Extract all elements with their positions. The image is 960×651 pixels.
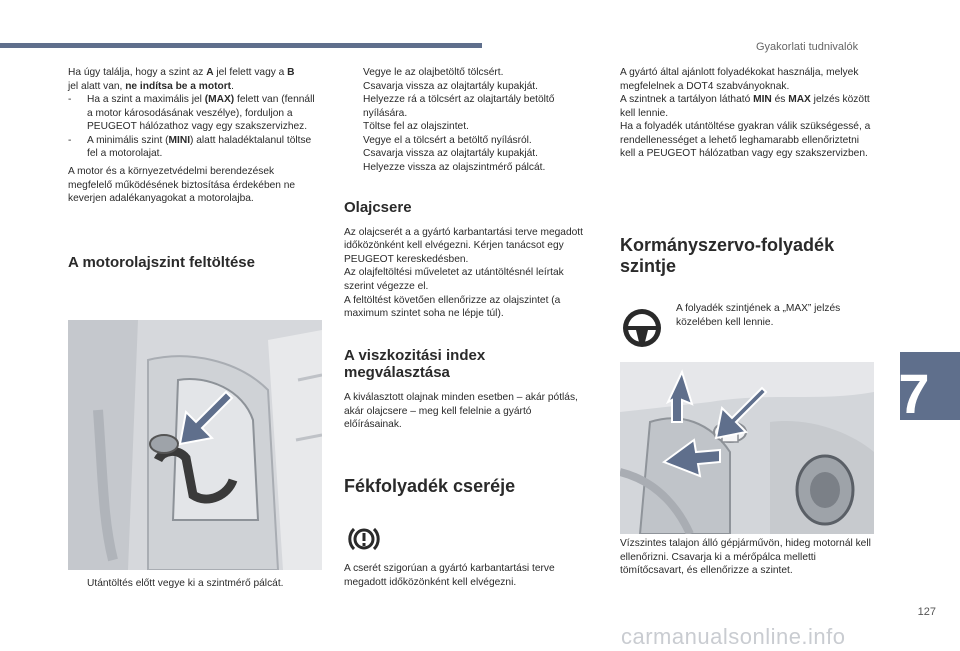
info-text: és bbox=[771, 94, 789, 106]
list-item bbox=[344, 134, 588, 148]
list-item bbox=[344, 161, 588, 175]
warning-text: ne indítsa be a motort bbox=[125, 80, 232, 92]
list-item bbox=[68, 93, 320, 134]
item-text: ) alatt haladéktalanul töltse fel a motorolajat. bbox=[87, 134, 312, 160]
info-text: Ha a folyadék utántöltése gyakran válik szükségessé, a rendellenességet a lehető leghamarabb ellenőriztetni kell a PEUGEOT hálózatban vagy egy szakszervizben. bbox=[620, 121, 871, 160]
steering-fluid-heading: Kormányszervo-folyadék szintje bbox=[620, 234, 835, 276]
dash-marker: - bbox=[68, 94, 72, 106]
section-title: Gyakorlati tudnivalók bbox=[756, 41, 859, 53]
oil-level-intro bbox=[68, 66, 320, 93]
additive-note: A motor és a környezetvédelmi berendezések megfelelő működésének biztosítása érdekében ne keverjen adalékanyagokat a motorolajba. bbox=[68, 165, 296, 205]
watermark: carmanualsonline.info bbox=[621, 624, 846, 649]
brake-warning-icon bbox=[346, 521, 382, 557]
item-text: Csavarja vissza az olajtartály kupakját. bbox=[363, 80, 538, 92]
item-text: Töltse fel az olajszintet. bbox=[363, 121, 469, 133]
item-bold: (MAX) bbox=[204, 94, 235, 106]
refill-heading: A motorolajszint feltöltése bbox=[68, 253, 255, 271]
item-text: Vegye le az olajbetöltő tölcsért. bbox=[363, 67, 504, 78]
item-bold: MINI bbox=[168, 134, 191, 146]
engine-oil-photo bbox=[68, 320, 322, 570]
intro-text: Ha úgy találja, hogy a szint az bbox=[68, 67, 207, 78]
min-mark: MIN bbox=[753, 94, 772, 106]
item-text: Helyezze rá a tölcsért az olajtartály betöltő nyílására. bbox=[363, 94, 555, 119]
dash-marker: - bbox=[68, 134, 72, 146]
info-text: A gyártó által ajánlott folyadékokat használja, melyek megfelelnek a DOT4 szabványoknak. bbox=[620, 67, 859, 92]
viscosity-heading: A viszkozitási index megválasztása bbox=[344, 346, 486, 381]
photo-caption-list bbox=[68, 577, 320, 591]
item-text: Helyezze vissza az olajszintmérő pálcát. bbox=[363, 161, 546, 173]
oil-change-body: Az olajcserét a a gyártó karbantartási terve megadott időközönként kell elvégezni. Kérjen tanácsot egy PEUGEOT kereskedésben. Az olajfeltöltési műveletet az utántöltésnél leírtak szerint végezze el. A feltöltést követően ellenőrizze az olajszintet (a maximum szintet soha ne lépje túl). bbox=[344, 226, 583, 320]
oil-change-heading: Olajcsere bbox=[344, 198, 412, 216]
column-2 bbox=[344, 66, 588, 497]
steering-icon-text: A folyadék szintjének a „MAX” jelzés közelében kell lennie. bbox=[676, 303, 841, 328]
brake-fluid-body: A cserét szigorúan a gyártó karbantartási terve megadott időközönként kell elvégezni. bbox=[344, 563, 555, 588]
intro-text: . bbox=[231, 80, 234, 92]
item-text: Csavarja vissza az olajtartály kupakját. bbox=[363, 148, 538, 160]
steering-fluid-caption: Vízszintes talajon álló gépjárművön, hideg motornál kell ellenőrizni. Csavarja ki a mérőpálca melletti tömítőcsavart, és ellenőrizze a szintet. bbox=[620, 538, 871, 577]
steering-wheel-icon bbox=[620, 306, 664, 350]
list-item bbox=[68, 134, 320, 161]
brake-fluid-info bbox=[620, 66, 875, 161]
intro-text: jel alatt van, bbox=[68, 80, 126, 92]
mark-a: A bbox=[206, 67, 214, 78]
item-text: felett van (fennáll a motor károsodásának veszélye), forduljon a PEUGEOT hálózathoz vagy egy szakszervizhez. bbox=[87, 94, 315, 133]
list-item bbox=[68, 577, 320, 591]
mark-b: B bbox=[287, 67, 295, 78]
list-item bbox=[344, 120, 588, 134]
info-text: jelzés között kell lennie. bbox=[620, 94, 870, 119]
steering-fluid-photo bbox=[620, 362, 874, 534]
viscosity-body: A kiválasztott olajnak minden esetben – akár pótlás, akár olajcsere – meg kell felelnie a gyártó előírásainak. bbox=[344, 392, 578, 431]
item-text: A minimális szint ( bbox=[87, 134, 169, 146]
list-item bbox=[344, 66, 588, 80]
column-1 bbox=[68, 66, 320, 271]
oil-level-list bbox=[68, 93, 320, 161]
chapter-number: 7 bbox=[898, 362, 930, 425]
item-text: Utántöltés előtt vegye ki a szintmérő pálcát. bbox=[87, 578, 284, 589]
column-3 bbox=[620, 66, 875, 276]
item-text: Ha a szint a maximális jel bbox=[87, 94, 205, 106]
intro-text: jel felett vagy a bbox=[213, 67, 288, 78]
list-item bbox=[344, 147, 588, 161]
list-item bbox=[344, 80, 588, 94]
header-bar bbox=[0, 43, 482, 48]
info-text: A szintnek a tartályon látható bbox=[620, 94, 754, 106]
list-item bbox=[344, 93, 588, 120]
brake-fluid-heading: Fékfolyadék cseréje bbox=[344, 475, 516, 496]
page-number: 127 bbox=[917, 606, 936, 618]
item-text: Vegye el a tölcsért a betöltő nyílásról. bbox=[363, 134, 532, 146]
refill-steps bbox=[344, 66, 588, 175]
max-mark: MAX bbox=[788, 94, 811, 106]
